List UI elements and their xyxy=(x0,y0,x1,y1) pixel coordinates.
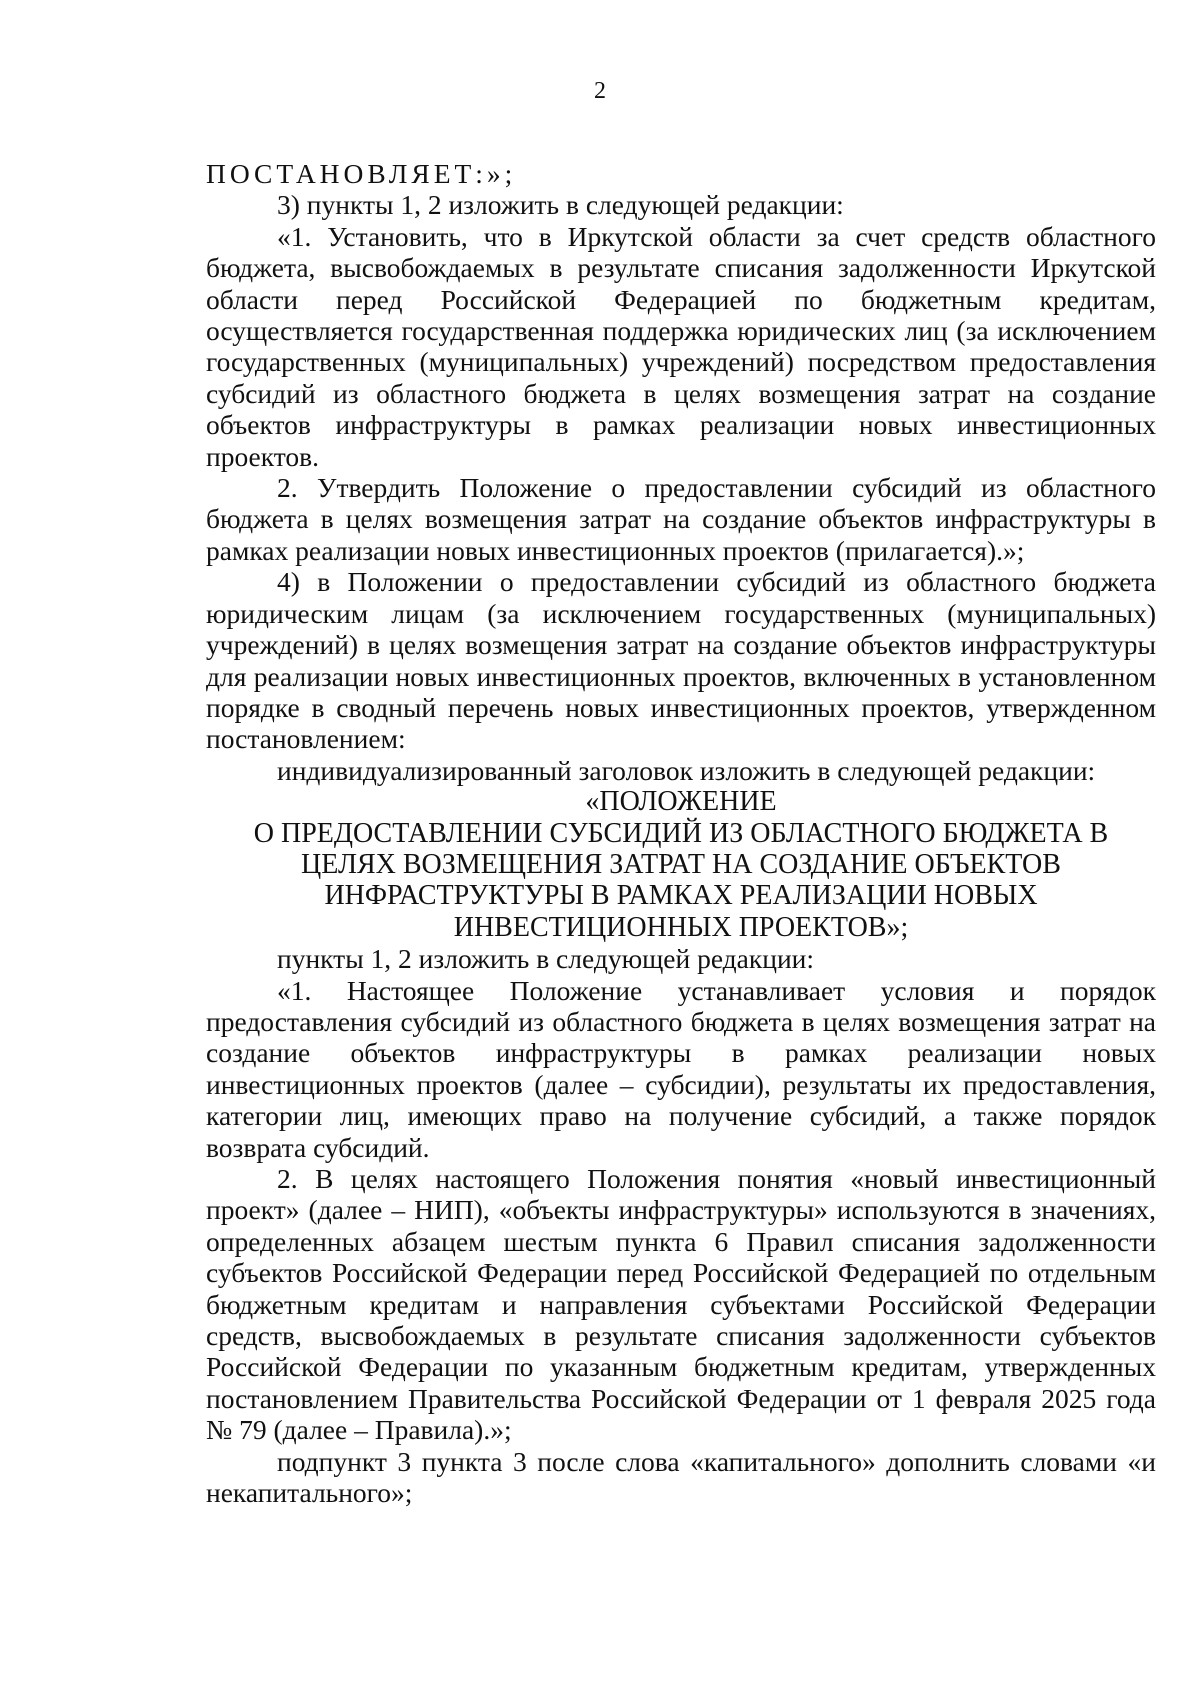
regulation-title-line: О ПРЕДОСТАВЛЕНИИ СУБСИДИЙ ИЗ ОБЛАСТНОГО БЮДЖЕТА В xyxy=(253,817,1109,849)
paragraph-regulation-point-2: 2. В целях настоящего Положения понятия «новый инвестиционный проект» (далее – НИП), «объекты инфраструктуры» используются в значениях, определенных абзацем шестым пункта 6 Правил списания задолженности субъектов Российской Федерации перед Российской Федерацией по отдельным бюджетным кредитам и направления субъектами Российской Федерации средств, высвобождаемых в результате списания задолженности субъектов Российской Федерации по указанным бюджетным кредитам, утвержденных постановлением Правительства Российской Федерации от 1 февраля 2025 года № 79 (далее – Правила).»; xyxy=(206,1163,1156,1446)
paragraph-item-3: 3) пункты 1, 2 изложить в следующей редакции: xyxy=(277,189,844,221)
regulation-title-line: «ПОЛОЖЕНИЕ xyxy=(585,786,777,818)
regulation-title-line: ЦЕЛЯХ ВОЗМЕЩЕНИЯ ЗАТРАТ НА СОЗДАНИЕ ОБЪЕКТОВ xyxy=(301,848,1061,880)
paragraph-regulation-point-1: «1. Настоящее Положение устанавливает условия и порядок предоставления субсидий из областного бюджета в целях возмещения затрат на создание объектов инфраструктуры в рамках реализации новых инвестиционных проектов (далее – субсидии), результаты их предоставления, категории лиц, имеющих право на получение субсидий, а также порядок возврата субсидий. xyxy=(206,974,1156,1163)
paragraph-item-4: 4) в Положении о предоставлении субсидий из областного бюджета юридическим лицам (за исключением государственных (муниципальных) учреждений) в целях возмещения затрат на создание объектов инфраструктуры для реализации новых инвестиционных проектов, включенных в установленном порядке в сводный перечень новых инвестиционных проектов, утвержденном постановлением: xyxy=(206,566,1156,755)
paragraph-points-instruction: пункты 1, 2 изложить в следующей редакции: xyxy=(277,943,815,975)
decree-heading: ПОСТАНОВЛЯЕТ:»; xyxy=(206,158,517,189)
regulation-title-line: ИНВЕСТИЦИОННЫХ ПРОЕКТОВ»; xyxy=(453,911,909,943)
document-body xyxy=(206,158,1156,1508)
regulation-title xyxy=(206,786,1156,943)
regulation-title-line: ИНФРАСТРУКТУРЫ В РАМКАХ РЕАЛИЗАЦИИ НОВЫХ xyxy=(324,880,1038,912)
paragraph-point-2: 2. Утвердить Положение о предоставлении субсидий из областного бюджета в целях возмещения затрат на создание объектов инфраструктуры в рамках реализации новых инвестиционных проектов (прилагается).»; xyxy=(206,472,1156,566)
paragraph-point-1: «1. Установить, что в Иркутской области за счет средств областного бюджета, высвобождаемых в результате списания задолженности Иркутской области перед Российской Федерацией по бюджетным кредитам, осуществляется государственная поддержка юридических лиц (за исключением государственных (муниципальных) учреждений) посредством предоставления субсидий из областного бюджета в целях возмещения затрат на создание объектов инфраструктуры в рамках реализации новых инвестиционных проектов. xyxy=(206,220,1156,472)
page-number: 2 xyxy=(594,78,606,104)
paragraph-title-instruction: индивидуализированный заголовок изложить в следующей редакции: xyxy=(277,754,1096,786)
paragraph-subpoint-3: подпункт 3 пункта 3 после слова «капитального» дополнить словами «и некапитального»; xyxy=(206,1445,1156,1509)
